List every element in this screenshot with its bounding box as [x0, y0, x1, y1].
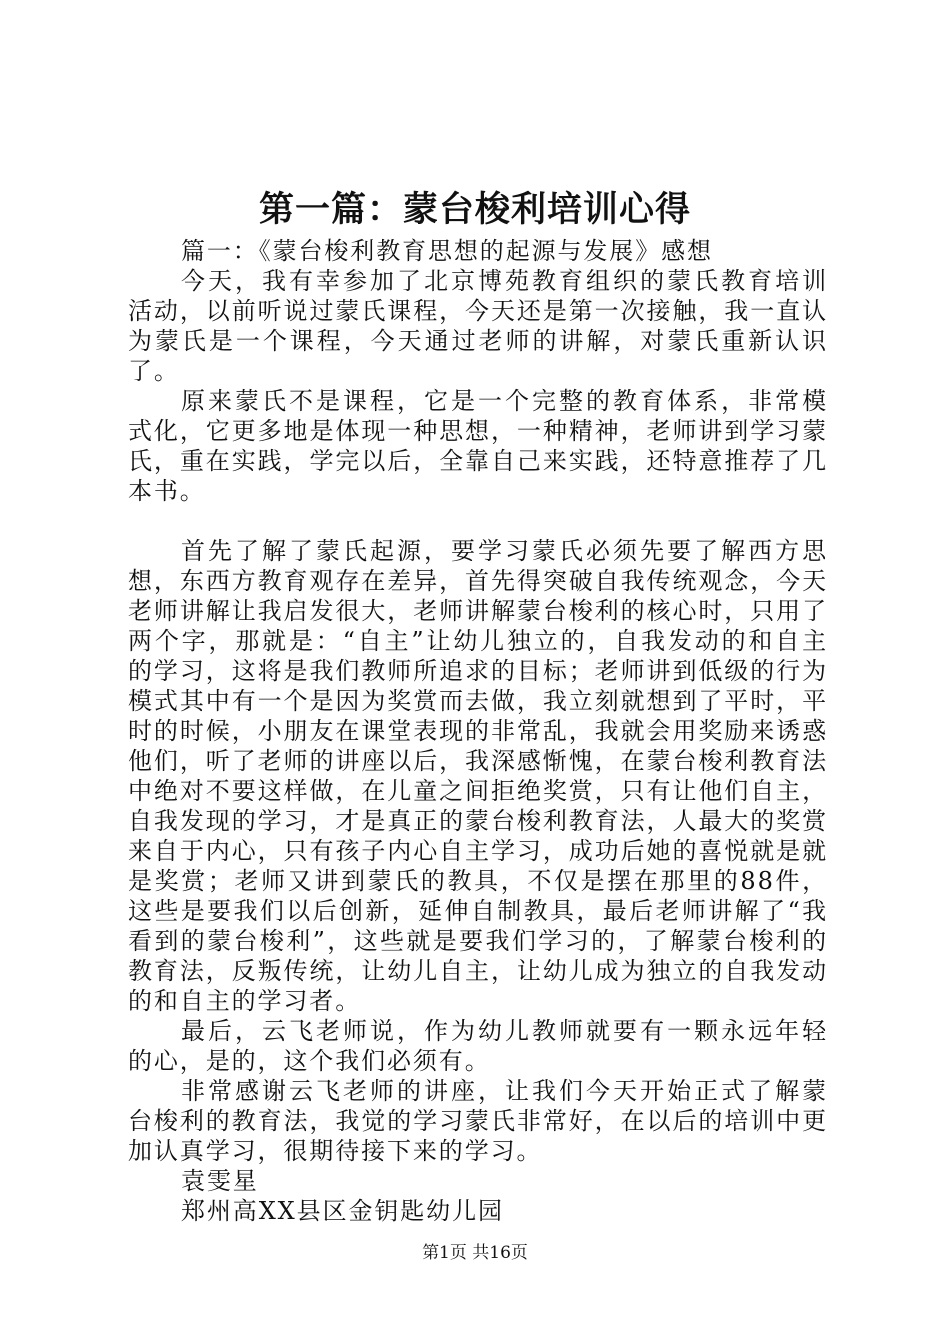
author-name: 袁雯星: [181, 1167, 259, 1195]
author-organization: 郑州高XX县区金钥匙幼儿园: [181, 1197, 504, 1225]
paragraph-thanks: 非常感谢云飞老师的讲座，让我们今天开始正式了解蒙台梭利的教育法，我觉的学习蒙氏非常好，在以后的培训中更加认真学习，很期待接下来的学习。: [128, 1077, 828, 1165]
paragraph-closing: 最后，云飞老师说，作为幼儿教师就要有一颗永远年轻的心，是的，这个我们必须有。: [128, 1017, 828, 1075]
paragraph-system: 原来蒙氏不是课程，它是一个完整的教育体系，非常模式化，它更多地是体现一种思想，一种精神，老师讲到学习蒙氏，重在实践，学完以后，全靠自己来实践，还特意推荐了几本书。: [128, 387, 828, 505]
page-footer: 第1页 共16页: [422, 1243, 528, 1263]
document-body: [128, 236, 828, 1226]
paragraph-origin: 首先了解了蒙氏起源，要学习蒙氏必须先要了解西方思想，东西方教育观存在差异，首先得突破自我传统观念，今天老师讲解让我启发很大，老师讲解蒙台梭利的核心时，只用了两个字，那就是：“自主”让幼儿独立的，自我发动的和自主的学习，这将是我们教师所追求的目标；老师讲到低级的行为模式其中有一个是因为奖赏而去做，我立刻就想到了平时，平时的时候，小朋友在课堂表现的非常乱，我就会用奖励来诱惑他们，听了老师的讲座以后，我深感惭愧，在蒙台梭利教育法中绝对不要这样做，在儿童之间拒绝奖赏，只有让他们自主，自我发现的学习，才是真正的蒙台梭利教育法，人最大的奖赏来自于内心，只有孩子内心自主学习，成功后她的喜悦就是就是奖赏；老师又讲到蒙氏的教具，不仅是摆在那里的88件，这些是要我们以后创新，延伸自制教具，最后老师讲解了“我看到的蒙台梭利”，这些就是要我们学习的，了解蒙台梭利的教育法，反叛传统，让幼儿自主，让幼儿成为独立的自我发动的和自主的学习者。: [128, 537, 828, 1015]
paragraph-intro: 今天，我有幸参加了北京博苑教育组织的蒙氏教育培训活动，以前听说过蒙氏课程，今天还是第一次接触，我一直认为蒙氏是一个课程，今天通过老师的讲解，对蒙氏重新认识了。: [128, 267, 828, 385]
section-heading: 篇一：《蒙台梭利教育思想的起源与发展》感想: [181, 237, 713, 265]
document-title: 第一篇：蒙台梭利培训心得: [258, 190, 691, 230]
